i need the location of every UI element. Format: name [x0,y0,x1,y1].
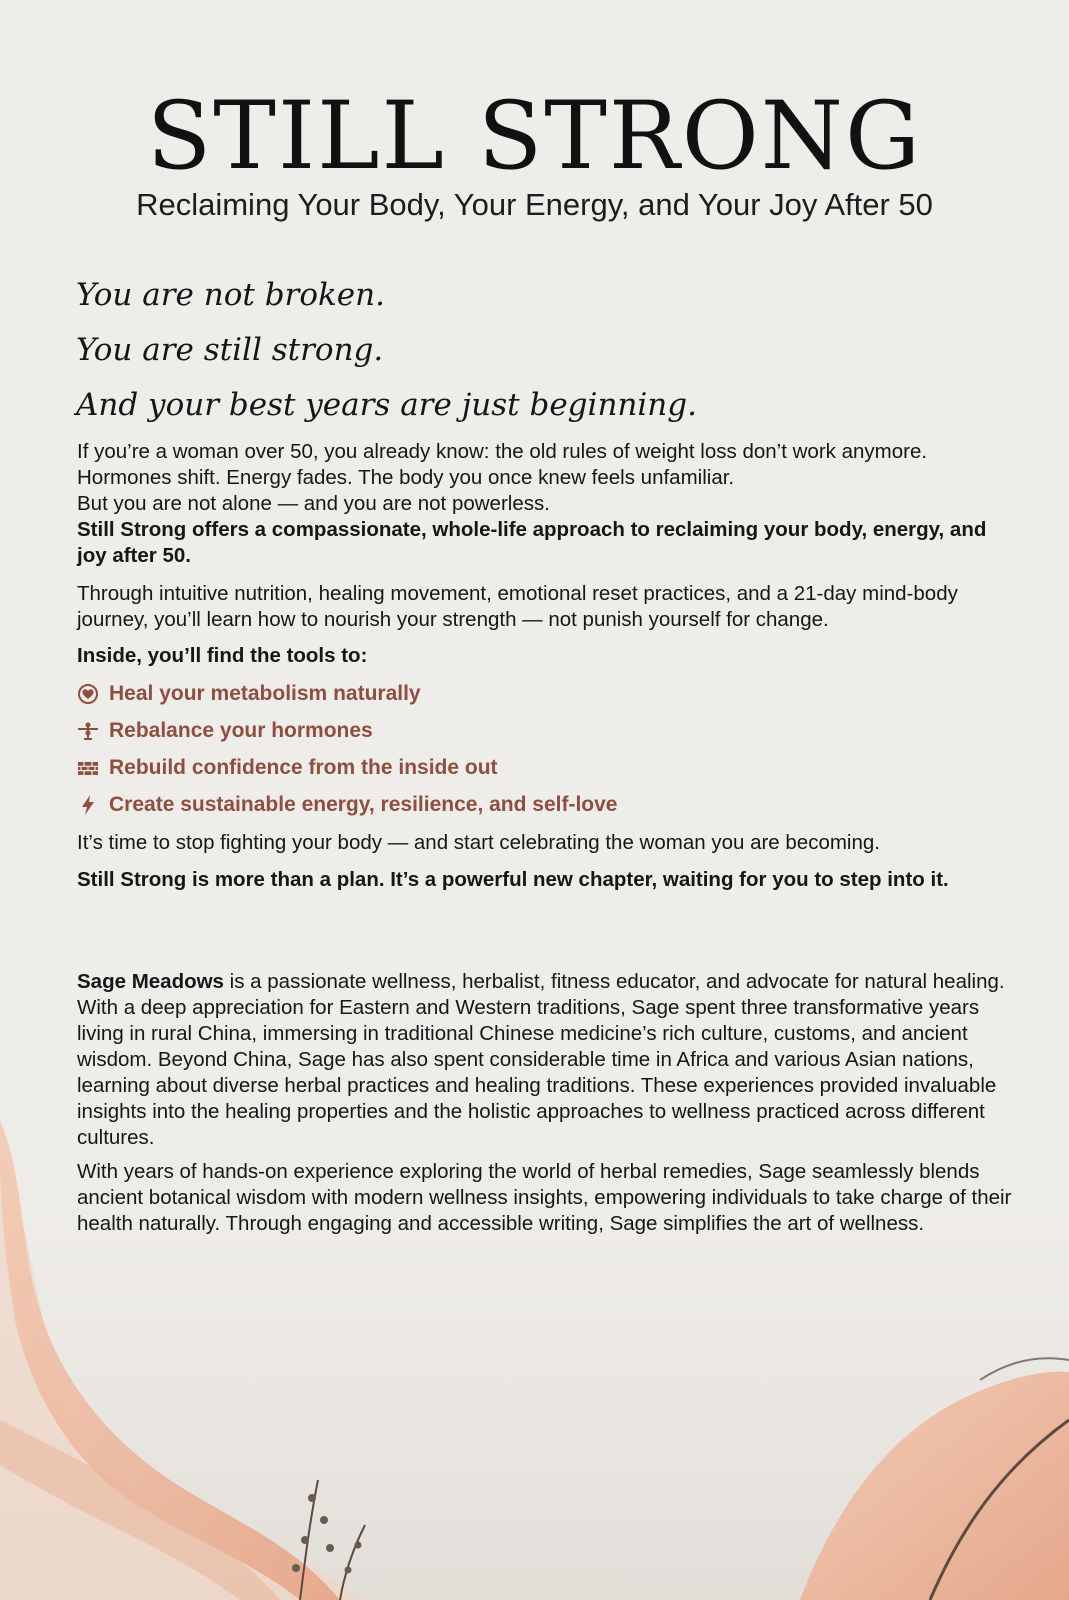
tool-label: Rebalance your hormones [109,719,373,742]
tool-label: Rebuild confidence from the inside out [109,756,498,779]
affirmation-line: You are still strong. [76,332,384,368]
intro-line: If you’re a woman over 50, you already know: the old rules of weight loss don’t work anymore. [77,440,928,463]
approach-block [77,581,1017,633]
lightning-icon [77,794,99,816]
intro-bold: Still Strong offers a compassionate, whole-life approach to reclaiming your body, energy, and joy after 50. [77,518,987,567]
author-bio-text: is a passionate wellness, herbalist, fitness educator, and advocate for natural healing. With a deep appreciation for Eastern and Western traditions, Sage spent three transformative years living in rural China, immersing in traditional Chinese medicine’s rich culture, customs, and ancient wisdom. Beyond China, Sage has also spent considerable time in Africa and various Asian nations, learning about diverse herbal practices and healing traditions. These experiences provided invaluable insights into the healing properties and the holistic approaches to wellness practiced across different cultures. [77,970,1005,1149]
tool-label: Create sustainable energy, resilience, and self-love [109,793,618,816]
author-name: Sage Meadows [77,970,224,993]
tools-heading: Inside, you’ll find the tools to: [77,644,368,667]
tool-item [77,715,373,747]
book-subtitle: Reclaiming Your Body, Your Energy, and Your Joy After 50 [136,187,933,222]
closing-block [77,830,1017,856]
author-bio-paragraph: With years of hands-on experience exploring the world of herbal remedies, Sage seamlessly blends ancient botanical wisdom with modern wellness insights, empowering individuals to take charge of their health naturally. Through engaging and accessible writing, Sage simplifies the art of wellness. [77,1160,1012,1235]
brick-wall-icon [77,757,99,779]
closing-bold-text: Still Strong is more than a plan. It’s a powerful new chapter, waiting for you to step into it. [77,868,949,891]
closing-bold-block [77,867,1017,893]
closing-text: It’s time to stop fighting your body — and start celebrating the woman you are becoming. [77,831,880,854]
tool-item [77,789,618,821]
balance-icon [77,720,99,742]
affirmation-line: And your best years are just beginning. [76,387,697,423]
tool-item [77,678,421,710]
intro-block [77,439,1017,569]
approach-text: Through intuitive nutrition, healing movement, emotional reset practices, and a 21-day mind-body journey, you’ll learn how to nourish your strength — not punish yourself for change. [77,582,958,631]
author-bio [77,969,1017,1151]
author-bio-paragraph [77,969,1017,1151]
intro-line: Hormones shift. Energy fades. The body you once knew feels unfamiliar. [77,466,735,489]
tool-item [77,752,498,784]
book-title: STILL STRONG [146,82,923,191]
tool-label: Heal your metabolism naturally [109,682,421,705]
intro-line: But you are not alone — and you are not powerless. [77,492,550,515]
tools-heading-block [77,643,1017,669]
affirmation-line: You are not broken. [76,277,385,313]
author-bio-2 [77,1159,1017,1237]
heart-circle-icon [77,683,99,705]
